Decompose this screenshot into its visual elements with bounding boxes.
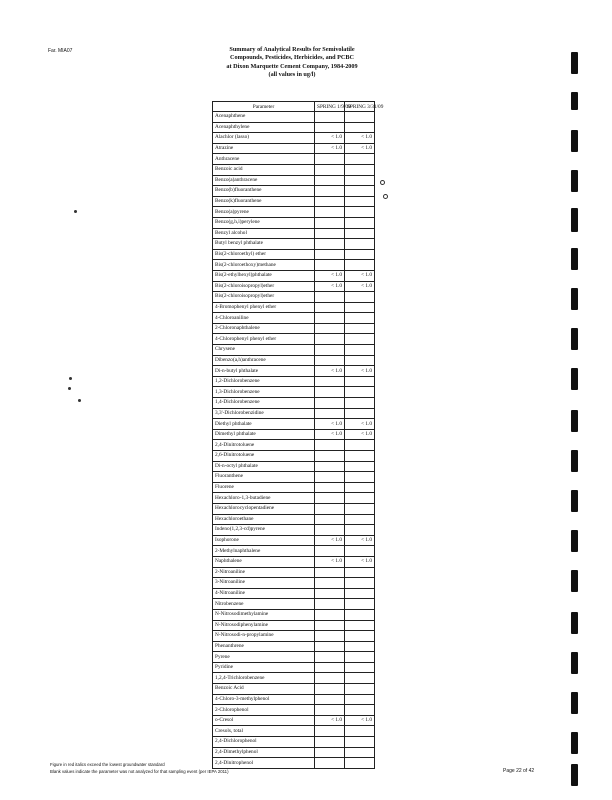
table-row (213, 641, 375, 652)
table-row (213, 408, 375, 419)
parameter-cell: Hexachlorocyclopentadiene (213, 503, 315, 514)
parameter-cell: Diethyl phthalate (213, 419, 315, 430)
value-cell-sample-1 (315, 546, 345, 557)
parameter-cell: 1,4-Dichlorobenzene (213, 398, 315, 409)
value-cell-sample-2: < 1.0 (345, 715, 375, 726)
table-row (213, 461, 375, 472)
table-row (213, 281, 375, 292)
table-row (213, 705, 375, 716)
parameter-cell: Butyl benzyl phthalate (213, 239, 315, 250)
table-row (213, 599, 375, 610)
value-cell-sample-1 (315, 503, 345, 514)
binder-mark (571, 328, 578, 350)
parameter-cell: 2-Methylnaphthalene (213, 546, 315, 557)
report-title (212, 46, 372, 79)
value-cell-sample-1: < 1.0 (315, 429, 345, 440)
value-cell-sample-1 (315, 482, 345, 493)
value-cell-sample-1 (315, 207, 345, 218)
parameter-cell: Pyridine (213, 662, 315, 673)
value-cell-sample-2: < 1.0 (345, 429, 375, 440)
value-cell-sample-2 (345, 313, 375, 324)
value-cell-sample-1 (315, 122, 345, 133)
title-line: Compounds, Pesticides, Herbicides, and PCBC (230, 54, 354, 62)
value-cell-sample-2 (345, 112, 375, 123)
scan-speck (78, 399, 81, 402)
value-cell-sample-2 (345, 726, 375, 737)
table-row (213, 503, 375, 514)
value-cell-sample-2: < 1.0 (345, 270, 375, 281)
value-cell-sample-1: < 1.0 (315, 143, 345, 154)
value-cell-sample-2 (345, 588, 375, 599)
table-row (213, 270, 375, 281)
parameter-cell: 1,2-Dichlorobenzene (213, 376, 315, 387)
parameter-cell: Phenanthrene (213, 641, 315, 652)
value-cell-sample-2 (345, 673, 375, 684)
value-cell-sample-1 (315, 239, 345, 250)
table-row (213, 758, 375, 769)
table-row (213, 429, 375, 440)
value-cell-sample-2 (345, 631, 375, 642)
table-row (213, 652, 375, 663)
value-cell-sample-1 (315, 493, 345, 504)
value-cell-sample-2 (345, 196, 375, 207)
binder-mark (571, 248, 578, 270)
value-cell-sample-1 (315, 376, 345, 387)
table-row (213, 186, 375, 197)
parameter-cell: Di-n-octyl phthalate (213, 461, 315, 472)
value-cell-sample-1 (315, 472, 345, 483)
parameter-cell: Nitrobenzene (213, 599, 315, 610)
binder-mark (571, 288, 578, 310)
value-cell-sample-2 (345, 514, 375, 525)
scan-speck (383, 194, 388, 199)
footnote: Blank values indicate the parameter was not analyzed for that sampling event (per IEPA 2011) (50, 769, 229, 774)
parameter-cell: 2,4-Dinitrophenol (213, 758, 315, 769)
scan-speck (74, 210, 77, 213)
table-row (213, 556, 375, 567)
value-cell-sample-2 (345, 355, 375, 366)
value-cell-sample-2: < 1.0 (345, 133, 375, 144)
value-cell-sample-1 (315, 673, 345, 684)
parameter-cell: Anthracene (213, 154, 315, 165)
value-cell-sample-1 (315, 292, 345, 303)
value-cell-sample-1: < 1.0 (315, 419, 345, 430)
table-row (213, 228, 375, 239)
parameter-cell: 3,3'-Dichlorobenzidine (213, 408, 315, 419)
value-cell-sample-2 (345, 482, 375, 493)
table-row (213, 546, 375, 557)
value-cell-sample-2 (345, 525, 375, 536)
scan-speck (68, 387, 71, 390)
value-cell-sample-1 (315, 514, 345, 525)
value-cell-sample-2 (345, 758, 375, 769)
value-cell-sample-1: < 1.0 (315, 133, 345, 144)
value-cell-sample-1 (315, 758, 345, 769)
binder-mark (571, 52, 578, 74)
value-cell-sample-1 (315, 313, 345, 324)
parameter-cell: Atrazine (213, 143, 315, 154)
column-header-sample-2: SPRING 3/31/09 (345, 102, 375, 112)
parameter-cell: N-Nitrosodiphenylamine (213, 620, 315, 631)
parameter-cell: 2-Chloronaphthalene (213, 323, 315, 334)
value-cell-sample-2 (345, 249, 375, 260)
parameter-cell: Cresols, total (213, 726, 315, 737)
title-line: at Dixon Marquette Cement Company, 1984-2009 (226, 62, 358, 70)
value-cell-sample-2 (345, 641, 375, 652)
value-cell-sample-1 (315, 599, 345, 610)
value-cell-sample-2 (345, 376, 375, 387)
binder-mark (571, 530, 578, 552)
value-cell-sample-2: < 1.0 (345, 556, 375, 567)
parameter-cell: Acenaphthene (213, 112, 315, 123)
parameter-cell: Benzo(a)pyrene (213, 207, 315, 218)
table-row (213, 355, 375, 366)
table-row (213, 578, 375, 589)
parameter-cell: 2-Chlorophenol (213, 705, 315, 716)
value-cell-sample-1 (315, 112, 345, 123)
value-cell-sample-1 (315, 345, 345, 356)
value-cell-sample-2 (345, 694, 375, 705)
parameter-cell: 2,4-Dinitrotoluene (213, 440, 315, 451)
table-row (213, 366, 375, 377)
parameter-cell: Dimethyl phthalate (213, 429, 315, 440)
value-cell-sample-1 (315, 387, 345, 398)
value-cell-sample-2 (345, 164, 375, 175)
value-cell-sample-1 (315, 334, 345, 345)
value-cell-sample-2 (345, 292, 375, 303)
column-header-parameter: Parameter (213, 102, 315, 112)
results-table (212, 101, 384, 769)
parameter-cell: Fluorene (213, 482, 315, 493)
parameter-cell: Benzo(b)fluoranthene (213, 186, 315, 197)
table-body (213, 112, 375, 769)
value-cell-sample-1: < 1.0 (315, 535, 345, 546)
binder-mark (571, 570, 578, 592)
value-cell-sample-2 (345, 207, 375, 218)
parameter-cell: Dibenzo(a,h)anthracene (213, 355, 315, 366)
binder-mark (571, 450, 578, 472)
table-row (213, 472, 375, 483)
table-row (213, 376, 375, 387)
table-row (213, 588, 375, 599)
value-cell-sample-2 (345, 323, 375, 334)
binder-mark (571, 92, 578, 110)
binder-mark (571, 692, 578, 714)
value-cell-sample-2 (345, 705, 375, 716)
value-cell-sample-1 (315, 631, 345, 642)
value-cell-sample-2 (345, 334, 375, 345)
table-row (213, 525, 375, 536)
parameter-cell: Benzyl alcohol (213, 228, 315, 239)
column-header-sample-1: SPRING 1/9/09 (315, 102, 345, 112)
value-cell-sample-2 (345, 239, 375, 250)
table-row (213, 313, 375, 324)
value-cell-sample-1 (315, 196, 345, 207)
value-cell-sample-2 (345, 684, 375, 695)
value-cell-sample-1 (315, 694, 345, 705)
table-row (213, 737, 375, 748)
table-row (213, 112, 375, 123)
value-cell-sample-1 (315, 260, 345, 271)
parameter-cell: Chrysene (213, 345, 315, 356)
parameter-cell: Fluoranthene (213, 472, 315, 483)
parameter-cell: Bis(2-chloroethyl) ether (213, 249, 315, 260)
table-row (213, 482, 375, 493)
value-cell-sample-2 (345, 345, 375, 356)
binder-mark (571, 732, 578, 754)
parameter-cell: Benzoic Acid (213, 684, 315, 695)
parameter-cell: N-Nitrosodi-n-propylamine (213, 631, 315, 642)
table-row (213, 292, 375, 303)
value-cell-sample-1 (315, 641, 345, 652)
parameter-cell: 4-Chloroaniline (213, 313, 315, 324)
value-cell-sample-2: < 1.0 (345, 281, 375, 292)
value-cell-sample-2 (345, 154, 375, 165)
value-cell-sample-1 (315, 302, 345, 313)
value-cell-sample-2 (345, 546, 375, 557)
value-cell-sample-1 (315, 451, 345, 462)
value-cell-sample-1 (315, 440, 345, 451)
value-cell-sample-2 (345, 228, 375, 239)
binder-mark (571, 490, 578, 512)
parameter-cell: Hexachloroethane (213, 514, 315, 525)
table-row (213, 154, 375, 165)
value-cell-sample-1: < 1.0 (315, 715, 345, 726)
parameter-cell: 4-Nitroaniline (213, 588, 315, 599)
value-cell-sample-1 (315, 323, 345, 334)
parameter-cell: 1,3-Dichlorobenzene (213, 387, 315, 398)
value-cell-sample-2 (345, 737, 375, 748)
value-cell-sample-1 (315, 217, 345, 228)
value-cell-sample-1 (315, 737, 345, 748)
parameter-cell: 4-Bromophenyl phenyl ether (213, 302, 315, 313)
table-row (213, 493, 375, 504)
parameter-cell: Benzo(g,h,i)perylene (213, 217, 315, 228)
table-row (213, 419, 375, 430)
value-cell-sample-2 (345, 578, 375, 589)
value-cell-sample-2 (345, 387, 375, 398)
title-line: (all values in ug/l) (268, 70, 316, 78)
scan-speck (380, 180, 385, 185)
value-cell-sample-2: < 1.0 (345, 143, 375, 154)
table-row (213, 323, 375, 334)
parameter-cell: Acenaphthylene (213, 122, 315, 133)
binder-mark (571, 612, 578, 634)
value-cell-sample-2 (345, 260, 375, 271)
table-row (213, 715, 375, 726)
value-cell-sample-1 (315, 249, 345, 260)
value-cell-sample-1 (315, 684, 345, 695)
value-cell-sample-1 (315, 662, 345, 673)
table-row (213, 451, 375, 462)
parameter-cell: 2-Nitroaniline (213, 567, 315, 578)
value-cell-sample-1 (315, 398, 345, 409)
value-cell-sample-1 (315, 175, 345, 186)
value-cell-sample-2 (345, 747, 375, 758)
table-row (213, 164, 375, 175)
value-cell-sample-2 (345, 408, 375, 419)
value-cell-sample-1 (315, 164, 345, 175)
table-row (213, 694, 375, 705)
value-cell-sample-1 (315, 588, 345, 599)
value-cell-sample-1 (315, 609, 345, 620)
value-cell-sample-1 (315, 620, 345, 631)
value-cell-sample-1 (315, 578, 345, 589)
value-cell-sample-2: < 1.0 (345, 366, 375, 377)
table-row (213, 398, 375, 409)
table-row (213, 302, 375, 313)
value-cell-sample-2 (345, 652, 375, 663)
value-cell-sample-1 (315, 186, 345, 197)
value-cell-sample-1: < 1.0 (315, 556, 345, 567)
table-row (213, 609, 375, 620)
value-cell-sample-1 (315, 408, 345, 419)
value-cell-sample-2 (345, 461, 375, 472)
value-cell-sample-2: < 1.0 (345, 419, 375, 430)
value-cell-sample-1: < 1.0 (315, 270, 345, 281)
value-cell-sample-2 (345, 620, 375, 631)
value-cell-sample-1 (315, 747, 345, 758)
value-cell-sample-1: < 1.0 (315, 366, 345, 377)
parameter-cell: Indeno(1,2,3-cd)pyrene (213, 525, 315, 536)
table-row (213, 196, 375, 207)
binder-mark (571, 368, 578, 390)
parameter-cell: 2,6-Dinitrotoluene (213, 451, 315, 462)
table-row (213, 143, 375, 154)
table-row (213, 175, 375, 186)
value-cell-sample-2 (345, 302, 375, 313)
table-row (213, 334, 375, 345)
binder-mark (571, 208, 578, 232)
parameter-cell: Alachlor (lasso) (213, 133, 315, 144)
parameter-cell: Pyrene (213, 652, 315, 663)
table-row (213, 673, 375, 684)
table-row (213, 440, 375, 451)
document-id: Far. MIA07 (48, 48, 73, 54)
table-row (213, 662, 375, 673)
parameter-cell: Bis(2-chloroethoxy)methane (213, 260, 315, 271)
parameter-cell: Di-n-butyl phthalate (213, 366, 315, 377)
parameter-cell: 3-Nitroaniline (213, 578, 315, 589)
parameter-cell: 2,4-Dimethylphenol (213, 747, 315, 758)
table-row (213, 620, 375, 631)
value-cell-sample-2 (345, 175, 375, 186)
table-row (213, 249, 375, 260)
table-row (213, 239, 375, 250)
parameter-cell: 2,4-Dichlorophenol (213, 737, 315, 748)
value-cell-sample-1 (315, 705, 345, 716)
value-cell-sample-1 (315, 154, 345, 165)
value-cell-sample-2 (345, 440, 375, 451)
value-cell-sample-2 (345, 599, 375, 610)
value-cell-sample-2 (345, 567, 375, 578)
table-row (213, 567, 375, 578)
table-row (213, 345, 375, 356)
value-cell-sample-1 (315, 461, 345, 472)
value-cell-sample-1 (315, 726, 345, 737)
value-cell-sample-1 (315, 355, 345, 366)
parameter-cell: Benzo(a)anthracene (213, 175, 315, 186)
table-row (213, 747, 375, 758)
value-cell-sample-1: < 1.0 (315, 281, 345, 292)
value-cell-sample-2 (345, 609, 375, 620)
table-row (213, 387, 375, 398)
parameter-cell: 4-Chloro-3-methylphenol (213, 694, 315, 705)
parameter-cell: Benzo(k)fluoranthene (213, 196, 315, 207)
table-row (213, 535, 375, 546)
table-row (213, 122, 375, 133)
parameter-cell: o-Cresol (213, 715, 315, 726)
value-cell-sample-1 (315, 652, 345, 663)
table-row (213, 684, 375, 695)
value-cell-sample-2 (345, 398, 375, 409)
value-cell-sample-1 (315, 567, 345, 578)
binder-mark (571, 170, 578, 192)
value-cell-sample-1 (315, 525, 345, 536)
footnote: Figure in red italics exceed the lowest groundwater standard (50, 762, 165, 767)
value-cell-sample-2: < 1.0 (345, 535, 375, 546)
parameter-cell: Isophorone (213, 535, 315, 546)
binder-mark (571, 764, 578, 786)
parameter-cell: Bis(2-ethylhexyl)phthalate (213, 270, 315, 281)
parameter-cell: Benzoic acid (213, 164, 315, 175)
table-row (213, 631, 375, 642)
parameter-cell: N-Nitrosodimethylamine (213, 609, 315, 620)
parameter-cell: Naphthalene (213, 556, 315, 567)
value-cell-sample-2 (345, 122, 375, 133)
value-cell-sample-2 (345, 662, 375, 673)
value-cell-sample-2 (345, 472, 375, 483)
table-row (213, 133, 375, 144)
value-cell-sample-2 (345, 186, 375, 197)
binder-mark (571, 652, 578, 674)
table-header-row (213, 102, 375, 112)
parameter-cell: 1,2,4-Trichlorobenzene (213, 673, 315, 684)
table-row (213, 217, 375, 228)
table-row (213, 260, 375, 271)
value-cell-sample-2 (345, 451, 375, 462)
table-row (213, 726, 375, 737)
parameter-cell: 4-Chlorophenyl phenyl ether (213, 334, 315, 345)
page-number: Page 22 of 42 (503, 768, 535, 774)
value-cell-sample-1 (315, 228, 345, 239)
parameter-cell: Hexachloro-1,3-butadiene (213, 493, 315, 504)
value-cell-sample-2 (345, 503, 375, 514)
binder-mark (571, 410, 578, 432)
title-line: Summary of Analytical Results for Semivolatile (229, 46, 355, 53)
value-cell-sample-2 (345, 217, 375, 228)
table-row (213, 514, 375, 525)
parameter-cell: Bis(2-chloroisopropyl)ether (213, 281, 315, 292)
binder-mark (571, 130, 578, 152)
table-row (213, 207, 375, 218)
parameter-cell: Bis(2-chloroisopropyl)ether (213, 292, 315, 303)
scan-speck (69, 377, 72, 380)
value-cell-sample-2 (345, 493, 375, 504)
